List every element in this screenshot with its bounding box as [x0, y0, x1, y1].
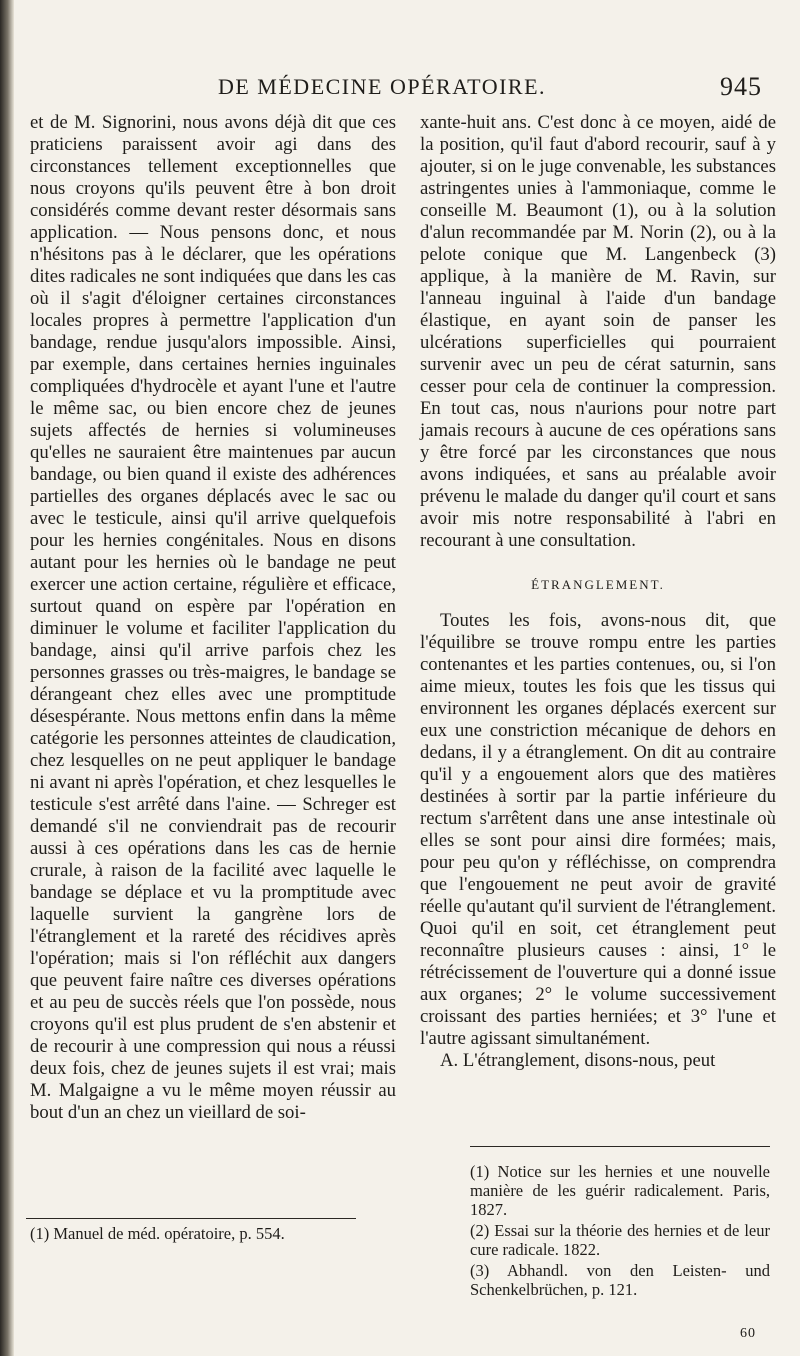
section-title-etranglement: ÉTRANGLEMENT. [531, 577, 665, 592]
footnote-right-2: (2) Essai sur la théorie des hernies et de leur cure radicale. 1822. [470, 1221, 770, 1259]
footnote-right-3: (3) Abhandl. von den Leisten- und Schenkelbrüchen, p. 121. [470, 1261, 770, 1299]
footnote-rule-right [470, 1146, 770, 1147]
running-title: DE MÉDECINE OPÉRATOIRE. [217, 74, 547, 99]
right-column-paragraph-1: xante-huit ans. C'est donc à ce moyen, aidé de la position, qu'il faut d'abord recourir, sauf à y ajouter, si on le juge convenable, les substances astringentes unies à l'ammoniaque, comme le conseille M. Beaumont (1), ou à la solution d'alun recommandée par M. Norin (2), ou à la pelote conique que M. Langenbeck (3) applique, à la manière de M. Ravin, sur l'anneau inguinal à l'aide d'un bandage élastique, en ayant soin de panser les ulcérations superficielles qui pourraient survenir avec un peu de cérat saturnin, sans cesser pour cela de continuer la compression. En tout cas, nous n'aurions pour notre part jamais recours à aucune de ces opérations sans y être forcé par les circonstances que nous avons indiquées, et sans au préalable avoir prévenu le malade du danger qu'il court et sans avoir mis notre responsabilité à l'abri en recourant à une consultation. [420, 112, 776, 551]
page-number: 945 [720, 72, 762, 101]
page-header [22, 72, 780, 106]
footnote-left-1: (1) Manuel de méd. opératoire, p. 554. [30, 1224, 285, 1243]
footnote-right-1: (1) Notice sur les hernies et une nouvelle manière de les guérir radicalement. Paris, 1827. [470, 1162, 770, 1219]
footnote-rule-left [26, 1218, 356, 1219]
right-column-paragraph-2: Toutes les fois, avons-nous dit, que l'équilibre se trouve rompu entre les parties contenantes et les parties contenues, ou, si l'on aime mieux, toutes les fois que les tissus qui environnent les organes déplacés exercent sur eux une constriction mécanique de dehors en dedans, il y a étranglement. On dit au contraire qu'il y a engouement alors que des matières destinées à sortir par la partie inférieure du rectum s'arrêtent dans une anse intestinale où elles se sont pour ainsi dire formées; mais, pour peu qu'on y réfléchisse, on comprendra que l'engouement ne peut avoir de gravité réelle qu'autant qu'il survient de l'étranglement. Quoi qu'il en soit, cet étranglement peut reconnaître plusieurs causes : ainsi, 1° le rétrécissement de l'ouverture qui a donné issue aux organes; 2° le volume successivement croissant des parties herniées; et 3° l'une et l'autre agissant simultanément. [420, 610, 776, 1049]
right-column [420, 112, 776, 1072]
right-column-paragraph-3: A. L'étranglement, disons-nous, peut [440, 1050, 716, 1071]
signature-mark: 60 [740, 1326, 756, 1341]
left-column [30, 112, 396, 1202]
left-column-paragraph: et de M. Signorini, nous avons déjà dit que ces praticiens paraissent avoir agi dans des circonstances tellement exceptionnelles que nous croyons qu'ils peuvent être à bon droit considérés comme devant rester désormais sans application. — Nous pensons donc, et nous n'hésitons pas à le déclarer, que les opérations dites radicales ne sont indiquées que dans les cas où il s'agit d'éloigner certaines circonstances locales propres à permettre l'application d'un bandage, rendue jusqu'alors impossible. Ainsi, par exemple, dans certaines hernies inguinales compliquées d'hydrocèle et ayant l'une et l'autre le même sac, ou bien encore chez de jeunes sujets affectés de hernies si volumineuses qu'elles ne sauraient être maintenues par aucun bandage, ou bien quand il existe des adhérences partielles des organes déplacés avec le sac ou avec le testicule, ainsi qu'il arrive quelquefois pour les hernies congénitales. Nous en disons autant pour les hernies où le bandage ne peut exercer une action certaine, régulière et efficace, surtout quand on espère par l'opération en diminuer le volume et faciliter l'application du bandage, ainsi qu'il arrive parfois chez les personnes grasses ou très-maigres, le bandage se dérangeant chez elles avec une promptitude désespérante. Nous mettons enfin dans la même catégorie les personnes atteintes de claudication, chez lesquelles on ne peut appliquer le bandage ni avant ni après l'opération, et chez lesquelles le testicule s'est arrêté dans l'aine. — Schreger est demandé s'il ne conviendrait pas de recourir aussi à ces opérations dans les cas de hernie crurale, à raison de la facilité avec laquelle le bandage se déplace et vu la promptitude avec laquelle survient la gangrène lors de l'étranglement et la rareté des récidives après l'opération; mais si l'on réfléchit aux dangers que peuvent faire naître ces diverses opérations et au peu de succès réels que l'on possède, nous croyons qu'il est plus prudent de s'en abstenir et de recourir à une compression qui nous a réussi deux fois, chez de jeunes sujets il est vrai; mais M. Malgaigne a vu le même moyen réussir au bout d'un an chez un vieillard de soi- [30, 112, 396, 1123]
footnotes-right [470, 1162, 770, 1301]
page-binding-edge [0, 0, 14, 1356]
footnotes-left [30, 1224, 360, 1245]
